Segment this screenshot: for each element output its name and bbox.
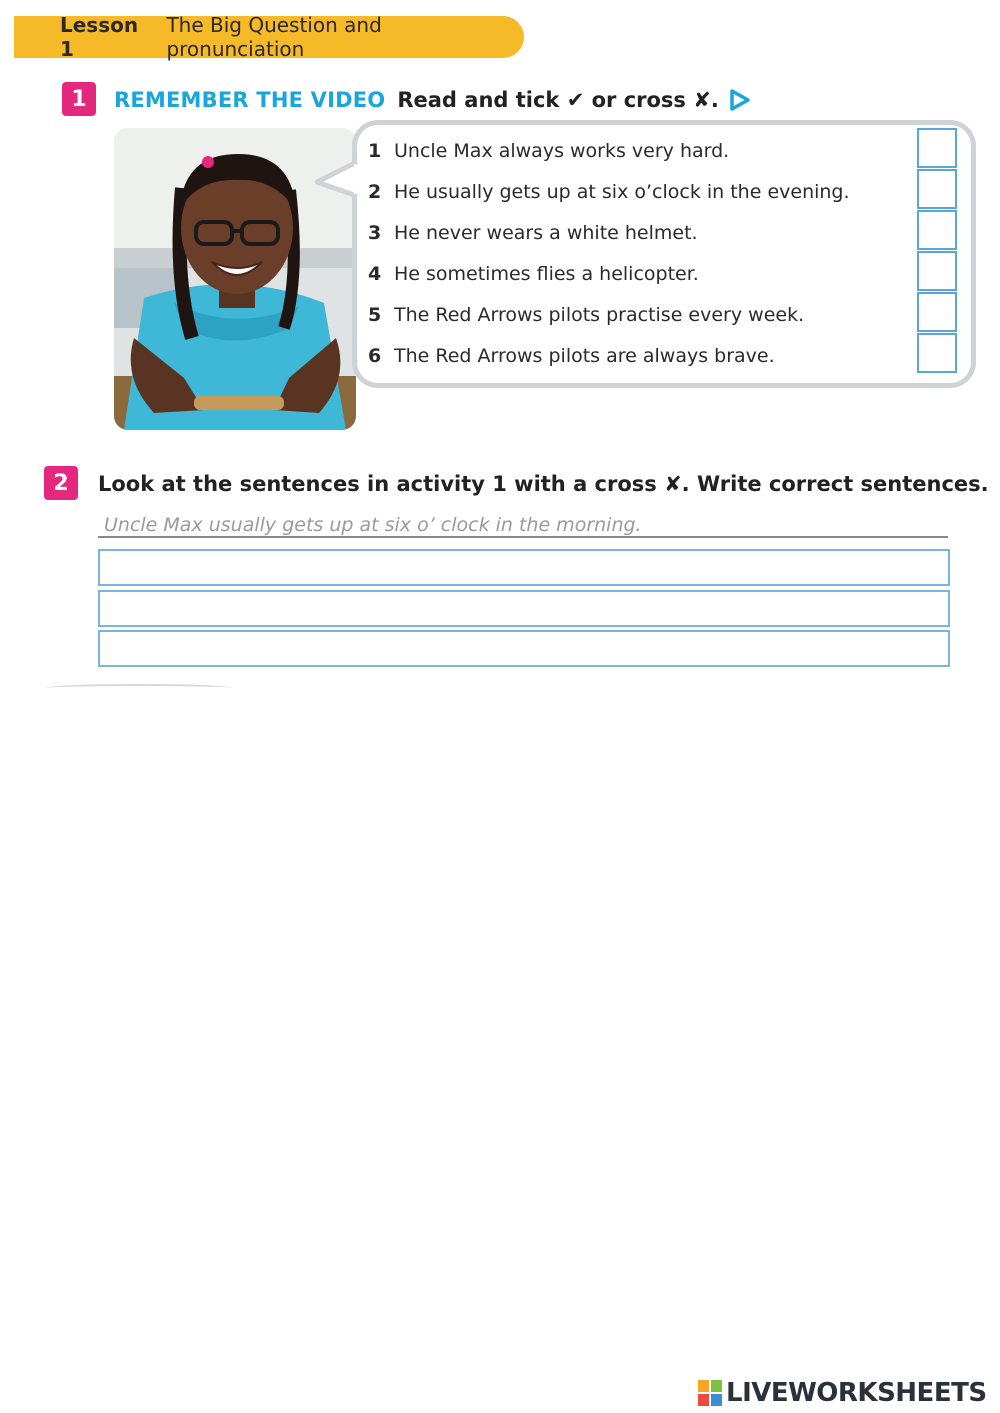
remember-the-video-label: REMEMBER THE VIDEO — [114, 88, 386, 112]
statement-number: 4 — [368, 262, 382, 285]
statements-list — [368, 130, 908, 376]
liveworksheets-logo-icon — [698, 1380, 722, 1406]
statement-text: He never wears a white helmet. — [394, 221, 698, 244]
exercise-1-instruction: Read and tick ✔ or cross ✘. — [397, 88, 719, 112]
statement-text: Uncle Max always works very hard. — [394, 139, 730, 162]
answer-input-1[interactable] — [98, 549, 950, 586]
tick-cross-box-6[interactable] — [917, 333, 957, 373]
exercise-1-heading — [114, 84, 751, 116]
statement-item — [368, 294, 908, 335]
lesson-banner — [14, 13, 524, 61]
statement-text: The Red Arrows pilots practise every week. — [394, 303, 805, 326]
liveworksheets-logo — [698, 1378, 987, 1408]
lesson-label: Lesson 1 — [60, 13, 139, 61]
exercise-1-number-badge: 1 — [62, 82, 96, 116]
tick-cross-box-4[interactable] — [917, 251, 957, 291]
tick-cross-box-1[interactable] — [917, 128, 957, 168]
statement-text: He sometimes flies a helicopter. — [394, 262, 699, 285]
statement-number: 6 — [368, 344, 382, 367]
tick-cross-box-5[interactable] — [917, 292, 957, 332]
answer-input-3[interactable] — [98, 630, 950, 667]
statement-text: The Red Arrows pilots are always brave. — [394, 344, 775, 367]
lesson-title: The Big Question and pronunciation — [166, 13, 382, 61]
tick-cross-box-3[interactable] — [917, 210, 957, 250]
page-edge-divider — [46, 684, 232, 692]
exercise-2-instruction: Look at the sentences in activity 1 with a cross ✘. Write correct sentences. — [98, 472, 989, 496]
statement-item — [368, 253, 908, 294]
answer-input-2[interactable] — [98, 590, 950, 627]
example-answer: Uncle Max usually gets up at six o’ clock in the morning. — [98, 512, 948, 538]
statement-item — [368, 212, 908, 253]
worksheet — [0, 0, 1000, 700]
statement-text: He usually gets up at six o’clock in the evening. — [394, 180, 850, 203]
tick-cross-box-2[interactable] — [917, 169, 957, 209]
statement-item — [368, 171, 908, 212]
speech-bubble-tail — [314, 160, 358, 200]
play-video-icon[interactable] — [729, 88, 751, 112]
statement-number: 2 — [368, 180, 382, 203]
exercise-2-number-badge: 2 — [44, 466, 78, 500]
liveworksheets-brand-text: LIVEWORKSHEETS — [726, 1378, 987, 1408]
statement-number: 3 — [368, 221, 382, 244]
statement-item — [368, 335, 908, 376]
statement-number: 5 — [368, 303, 382, 326]
statement-number: 1 — [368, 139, 382, 162]
statement-item — [368, 130, 908, 171]
